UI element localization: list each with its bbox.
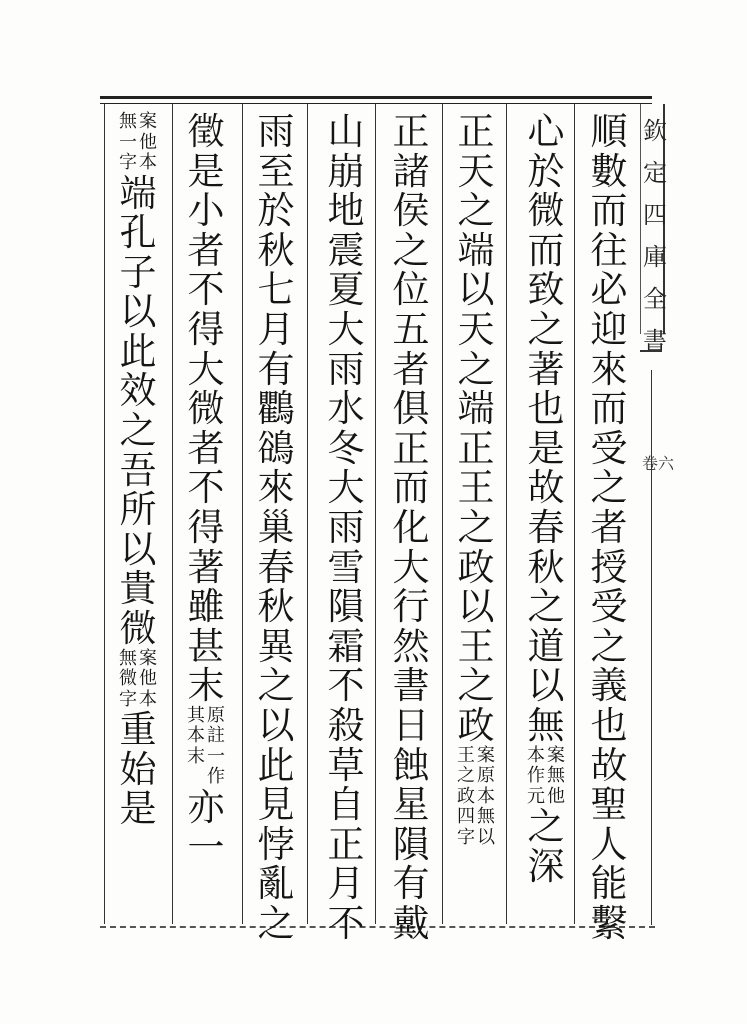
margin-title-char: 欽	[643, 117, 667, 145]
glyph: 甚	[187, 624, 225, 668]
glyph: 順	[590, 110, 628, 153]
glyph: 徵	[187, 110, 225, 153]
glyph: 之	[527, 585, 565, 629]
annotation-glyph: 他	[139, 131, 157, 153]
annotation-glyph: 原	[207, 704, 225, 726]
glyph: 往	[590, 228, 628, 272]
annotation-glyph: 政	[457, 785, 475, 807]
glyph: 以	[457, 585, 495, 629]
glyph: 王	[457, 624, 495, 668]
annotation-glyph: 之	[457, 765, 475, 786]
annotation-line	[527, 746, 545, 808]
glyph: 所	[119, 488, 157, 532]
glyph: 霜	[327, 624, 365, 668]
glyph: 授	[590, 545, 628, 589]
glyph: 得	[187, 505, 225, 549]
annotation-line	[207, 706, 225, 788]
glyph: 隕	[392, 822, 430, 866]
glyph: 是	[187, 149, 225, 193]
margin-title-char: 四	[643, 201, 667, 229]
glyph: 水	[327, 387, 365, 431]
margin-title-char: 全	[643, 285, 667, 313]
glyph: 天	[457, 307, 495, 351]
glyph: 者	[187, 228, 225, 272]
glyph: 以	[257, 703, 295, 747]
glyph: 數	[590, 149, 628, 193]
annotation-glyph: 無	[119, 111, 137, 132]
glyph: 夏	[327, 268, 365, 312]
glyph: 故	[590, 743, 628, 787]
glyph: 也	[590, 703, 628, 747]
annotation-line	[139, 649, 157, 711]
glyph: 而	[590, 387, 628, 431]
glyph: 雪	[327, 545, 365, 589]
glyph: 得	[187, 307, 225, 351]
glyph: 七	[257, 268, 295, 312]
text-column	[112, 112, 164, 829]
glyph: 蝕	[392, 743, 430, 787]
glyph: 受	[590, 585, 628, 629]
glyph: 政	[457, 703, 495, 747]
annotation-glyph: 末	[187, 745, 205, 767]
annotation-glyph: 案	[477, 744, 495, 766]
glyph: 之	[527, 307, 565, 351]
glyph: 之	[457, 505, 495, 549]
annotation-glyph: 案	[547, 744, 565, 766]
annotation-glyph: 作	[207, 766, 225, 788]
glyph: 書	[392, 664, 430, 708]
glyph: 行	[392, 585, 430, 629]
glyph: 一	[187, 825, 225, 869]
glyph: 子	[119, 250, 157, 294]
glyph: 之	[457, 189, 495, 233]
glyph: 是	[119, 787, 157, 831]
glyph: 位	[392, 268, 430, 312]
page-frame-top-inner	[100, 103, 652, 104]
annotation-glyph: 原	[477, 765, 495, 786]
glyph: 之	[457, 347, 495, 391]
annotation-line	[477, 746, 495, 849]
annotation-glyph: 案	[139, 111, 157, 132]
glyph: 亦	[187, 785, 225, 829]
glyph: 始	[119, 747, 157, 791]
annotation-glyph: 無	[119, 647, 137, 669]
glyph: 吾	[119, 448, 157, 492]
annotation-glyph: 案	[139, 647, 157, 669]
annotation-glyph: 本	[187, 725, 205, 747]
glyph: 正	[392, 426, 430, 470]
glyph: 崩	[327, 149, 365, 193]
glyph: 能	[590, 862, 628, 906]
annotation-glyph: 以	[477, 826, 495, 848]
glyph: 微	[527, 189, 565, 233]
glyph: 五	[392, 307, 430, 351]
glyph: 貴	[119, 567, 157, 611]
glyph: 孔	[119, 211, 157, 255]
annotation-glyph: 其	[187, 704, 205, 726]
glyph: 大	[327, 466, 365, 510]
glyph: 小	[187, 189, 225, 233]
glyph: 至	[257, 149, 295, 193]
glyph: 隕	[327, 585, 365, 629]
glyph: 端	[457, 387, 495, 431]
glyph: 震	[327, 228, 365, 272]
annotation-glyph: 無	[547, 765, 565, 786]
glyph: 之	[590, 624, 628, 668]
glyph: 大	[327, 307, 365, 351]
glyph: 重	[119, 708, 157, 752]
glyph: 雨	[327, 347, 365, 391]
glyph: 者	[187, 426, 225, 470]
glyph: 於	[527, 149, 565, 193]
glyph: 是	[527, 426, 565, 470]
glyph: 致	[527, 268, 565, 312]
glyph: 不	[187, 268, 225, 312]
glyph: 效	[119, 369, 157, 413]
column-rule	[442, 104, 443, 924]
glyph: 然	[392, 624, 430, 668]
glyph: 不	[327, 664, 365, 708]
glyph: 見	[257, 783, 295, 827]
annotation-glyph: 他	[547, 785, 565, 807]
annotation-glyph: 字	[119, 152, 137, 173]
glyph: 心	[527, 110, 565, 153]
annotation-glyph: 一	[119, 131, 137, 153]
glyph: 末	[187, 664, 225, 708]
glyph: 自	[327, 783, 365, 827]
annotation-glyph: 本	[139, 688, 157, 710]
glyph: 殺	[327, 703, 365, 747]
annotation-glyph: 微	[119, 668, 137, 690]
glyph: 異	[257, 624, 295, 668]
glyph: 化	[392, 505, 430, 549]
glyph: 之	[257, 901, 295, 945]
glyph: 之	[392, 228, 430, 272]
annotation-glyph: 四	[457, 806, 475, 827]
glyph: 春	[257, 545, 295, 589]
text-column	[385, 112, 437, 943]
column-rule	[172, 104, 173, 924]
annotation-glyph: 無	[477, 806, 495, 827]
glyph: 巢	[257, 505, 295, 549]
annotation-glyph: 本	[477, 785, 495, 807]
margin-fold	[640, 350, 662, 370]
glyph: 者	[392, 347, 430, 391]
glyph: 之	[457, 664, 495, 708]
glyph: 星	[392, 783, 430, 827]
glyph: 而	[392, 466, 430, 510]
text-column	[320, 112, 372, 943]
glyph: 以	[457, 268, 495, 312]
glyph: 受	[590, 426, 628, 470]
glyph: 大	[392, 545, 430, 589]
glyph: 侯	[392, 189, 430, 233]
glyph: 之	[590, 466, 628, 510]
glyph: 日	[392, 703, 430, 747]
glyph: 鵒	[257, 426, 295, 470]
margin-title-char: 書	[643, 327, 667, 355]
glyph: 草	[327, 743, 365, 787]
glyph: 地	[327, 189, 365, 233]
annotation-note	[187, 706, 225, 788]
glyph: 天	[457, 149, 495, 193]
glyph: 義	[590, 664, 628, 708]
glyph: 王	[457, 466, 495, 510]
glyph: 也	[527, 387, 565, 431]
column-rule	[242, 104, 243, 924]
glyph: 來	[590, 347, 628, 391]
page-frame-top	[100, 96, 652, 99]
glyph: 以	[119, 527, 157, 571]
glyph: 無	[527, 703, 565, 747]
glyph: 微	[187, 387, 225, 431]
glyph: 正	[392, 110, 430, 153]
annotation-note	[119, 649, 157, 711]
annotation-glyph: 字	[457, 826, 475, 848]
glyph: 端	[119, 171, 157, 215]
glyph: 有	[257, 347, 295, 391]
glyph: 道	[527, 624, 565, 668]
text-column	[250, 112, 302, 943]
annotation-note	[119, 112, 157, 174]
glyph: 以	[119, 290, 157, 334]
glyph: 政	[457, 545, 495, 589]
glyph: 亂	[257, 862, 295, 906]
margin-lower-rule	[651, 370, 652, 925]
margin-title	[641, 110, 669, 362]
annotation-glyph: 作	[527, 765, 545, 786]
glyph: 故	[527, 466, 565, 510]
glyph: 正	[457, 110, 495, 153]
column-rule	[104, 104, 105, 924]
annotation-glyph: 本	[139, 152, 157, 173]
annotation-glyph: 元	[527, 785, 545, 807]
glyph: 秋	[257, 228, 295, 272]
glyph: 雨	[257, 110, 295, 153]
glyph: 秋	[527, 545, 565, 589]
glyph: 而	[590, 189, 628, 233]
glyph: 繫	[590, 901, 628, 945]
annotation-line	[457, 746, 475, 849]
glyph: 著	[527, 347, 565, 391]
column-rule	[375, 104, 376, 924]
glyph: 人	[590, 822, 628, 866]
glyph: 之	[257, 664, 295, 708]
text-column	[180, 112, 232, 867]
glyph: 聖	[590, 783, 628, 827]
glyph: 以	[527, 664, 565, 708]
glyph: 之	[119, 409, 157, 453]
margin-title-char: 庫	[643, 243, 667, 271]
text-column	[583, 112, 635, 943]
margin-title-char: 定	[643, 159, 667, 187]
glyph: 秋	[257, 585, 295, 629]
annotation-line	[187, 706, 205, 788]
glyph: 有	[392, 862, 430, 906]
column-rule	[574, 104, 575, 924]
glyph: 雨	[327, 505, 365, 549]
glyph: 冬	[327, 426, 365, 470]
annotation-glyph: 本	[527, 744, 545, 766]
annotation-note	[457, 746, 495, 849]
glyph: 而	[527, 228, 565, 272]
annotation-line	[119, 649, 137, 711]
glyph: 微	[119, 607, 157, 651]
margin-fold-label: 卷六	[642, 454, 675, 473]
glyph: 於	[257, 189, 295, 233]
glyph: 不	[187, 466, 225, 510]
annotation-glyph: 他	[139, 668, 157, 690]
annotation-glyph: 註	[207, 725, 225, 747]
glyph: 春	[527, 505, 565, 549]
glyph: 深	[527, 844, 565, 888]
glyph: 必	[590, 268, 628, 312]
glyph: 月	[327, 862, 365, 906]
page-frame-bottom	[100, 926, 655, 928]
glyph: 迎	[590, 307, 628, 351]
text-column	[520, 112, 572, 886]
glyph: 正	[327, 822, 365, 866]
annotation-line	[547, 746, 565, 808]
glyph: 諸	[392, 149, 430, 193]
column-rule	[307, 104, 308, 924]
glyph: 月	[257, 307, 295, 351]
glyph: 俱	[392, 387, 430, 431]
glyph: 來	[257, 466, 295, 510]
glyph: 大	[187, 347, 225, 391]
annotation-note	[527, 746, 565, 808]
glyph: 山	[327, 110, 365, 153]
glyph: 正	[457, 426, 495, 470]
glyph: 者	[590, 505, 628, 549]
glyph: 鸜	[257, 387, 295, 431]
glyph: 此	[119, 329, 157, 373]
annotation-glyph: 王	[457, 744, 475, 766]
glyph: 不	[327, 901, 365, 945]
glyph: 雖	[187, 585, 225, 629]
annotation-line	[119, 112, 137, 174]
column-rule	[506, 104, 507, 924]
glyph: 端	[457, 228, 495, 272]
glyph: 著	[187, 545, 225, 589]
glyph: 悖	[257, 822, 295, 866]
annotation-glyph: 字	[119, 688, 137, 710]
annotation-glyph: 一	[207, 745, 225, 767]
glyph: 此	[257, 743, 295, 787]
glyph: 之	[527, 805, 565, 848]
annotation-line	[139, 112, 157, 174]
text-column	[450, 112, 502, 848]
glyph: 戴	[392, 901, 430, 945]
